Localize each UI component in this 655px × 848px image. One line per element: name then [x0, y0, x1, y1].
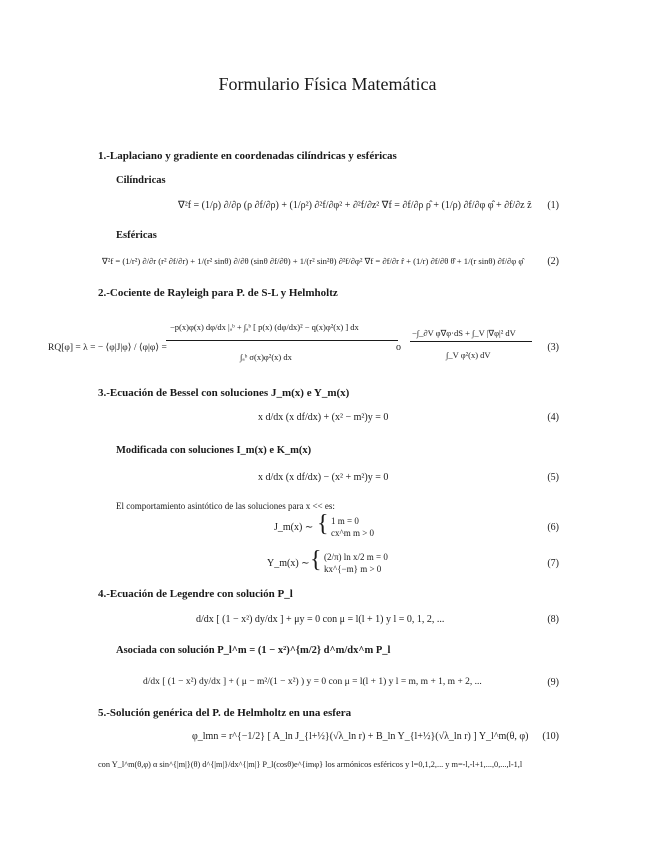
section-2-heading: 2.-Cociente de Rayleigh para P. de S-L y Helmholtz	[98, 287, 338, 299]
equation-3-or: o	[396, 342, 401, 353]
equation-number-9: (9)	[547, 677, 559, 688]
equation-2: ∇²f = (1/r²) ∂/∂r (r² ∂f/∂r) + 1/(r² sinθ) ∂/∂θ (sinθ ∂f/∂θ) + 1/(r² sin²θ) ∂²f/∂φ² ∇f = ∂f/∂r r̂ + (1/r) ∂f/∂θ θ̂ + 1/(r sinθ) ∂f/∂φ φ̂	[102, 256, 524, 266]
section-3-heading: 3.-Ecuación de Bessel con soluciones J_m(x) e Y_m(x)	[98, 387, 350, 399]
equation-3-numerator-2: −∫_∂V φ∇φ·dS + ∫_V |∇φ|² dV	[412, 328, 516, 338]
equation-3-denominator-2: ∫_V φ²(x) dV	[446, 350, 491, 360]
section-1-sub-cilindricas: Cilíndricas	[116, 175, 166, 186]
equation-7-lhs: Y_m(x) ∼	[267, 558, 310, 569]
equation-3-lhs: RQ[φ] = λ = − ⟨φ|J|φ⟩ / ⟨φ|φ⟩ =	[48, 343, 167, 353]
section-3-note: El comportamiento asintótico de las soluciones para x << es:	[116, 501, 335, 511]
equation-6-brace: {	[317, 511, 329, 537]
section-1-sub-esfericas: Esféricas	[116, 230, 157, 241]
equation-3-numerator: −p(x)φ(x) dφ/dx |ₐᵇ + ∫ₐᵇ [ p(x) (dφ/dx)² − q(x)φ²(x) ] dx	[170, 322, 359, 332]
equation-number-5: (5)	[547, 472, 559, 483]
equation-3-denominator: ∫ₐᵇ σ(x)φ²(x) dx	[240, 352, 292, 362]
equation-1: ∇²f = (1/ρ) ∂/∂ρ (ρ ∂f/∂ρ) + (1/ρ²) ∂²f/∂φ² + ∂²f/∂z² ∇f = ∂f/∂ρ ρ̂ + (1/ρ) ∂f/∂φ φ̂ + ∂f/∂z ẑ	[178, 200, 532, 211]
equation-6-case-2: cx^m m > 0	[331, 528, 375, 538]
equation-number-3: (3)	[547, 342, 559, 353]
equation-4: x d/dx (x df/dx) + (x² − m²)y = 0	[258, 412, 389, 423]
equation-7-brace: {	[310, 547, 322, 573]
equation-number-4: (4)	[547, 412, 559, 423]
section-4-sub-asociada: Asociada con solución P_l^m = (1 − x²)^{m/2} d^m/dx^m P_l	[116, 645, 391, 656]
equation-7-case-1: (2/π) ln x/2 m = 0	[324, 552, 388, 562]
equation-9: d/dx [ (1 − x²) dy/dx ] + ( μ − m²/(1 − x²) ) y = 0 con μ = l(l + 1) y l = m, m + 1, m + 2, ...	[143, 677, 482, 687]
equation-number-10: (10)	[542, 731, 559, 742]
equation-6-lhs: J_m(x) ∼	[274, 522, 314, 533]
equation-number-8: (8)	[547, 614, 559, 625]
section-5-heading: 5.-Solución genérica del P. de Helmholtz en una esfera	[98, 707, 352, 719]
equation-3-fraction-bar	[166, 340, 398, 341]
section-5-note: con Y_l^m(θ,φ) α sin^{|m|}(θ) d^{|m|}/dx^{|m|} P_l(cosθ)e^{imφ} los armónicos esféricos y l=0,1,2,... y m=-l,-l+1,...,0,...,l-1,l	[98, 760, 523, 769]
equation-10: φ_lmn = r^{−1/2} [ A_ln J_{l+½}(√λ_ln r) + B_ln Y_{l+½}(√λ_ln r) ] Y_l^m(θ, φ)	[192, 731, 529, 742]
section-3-sub-modificada: Modificada con soluciones I_m(x) e K_m(x)	[116, 445, 312, 456]
page-title: Formulario Física Matemática	[218, 74, 437, 94]
equation-number-6: (6)	[547, 522, 559, 533]
equation-number-1: (1)	[547, 200, 559, 211]
equation-3-fraction-bar-2	[410, 341, 532, 342]
equation-number-7: (7)	[547, 558, 559, 569]
equation-6-case-1: 1 m = 0	[331, 516, 359, 526]
equation-number-2: (2)	[547, 256, 559, 267]
equation-5: x d/dx (x df/dx) − (x² + m²)y = 0	[258, 472, 389, 483]
section-4-heading: 4.-Ecuación de Legendre con solución P_l	[98, 588, 293, 600]
equation-8: d/dx [ (1 − x²) dy/dx ] + μy = 0 con μ = l(l + 1) y l = 0, 1, 2, ...	[196, 614, 445, 625]
section-1-heading: 1.-Laplaciano y gradiente en coordenadas cilíndricas y esféricas	[98, 150, 397, 162]
equation-7-case-2: kx^{−m} m > 0	[324, 564, 382, 574]
